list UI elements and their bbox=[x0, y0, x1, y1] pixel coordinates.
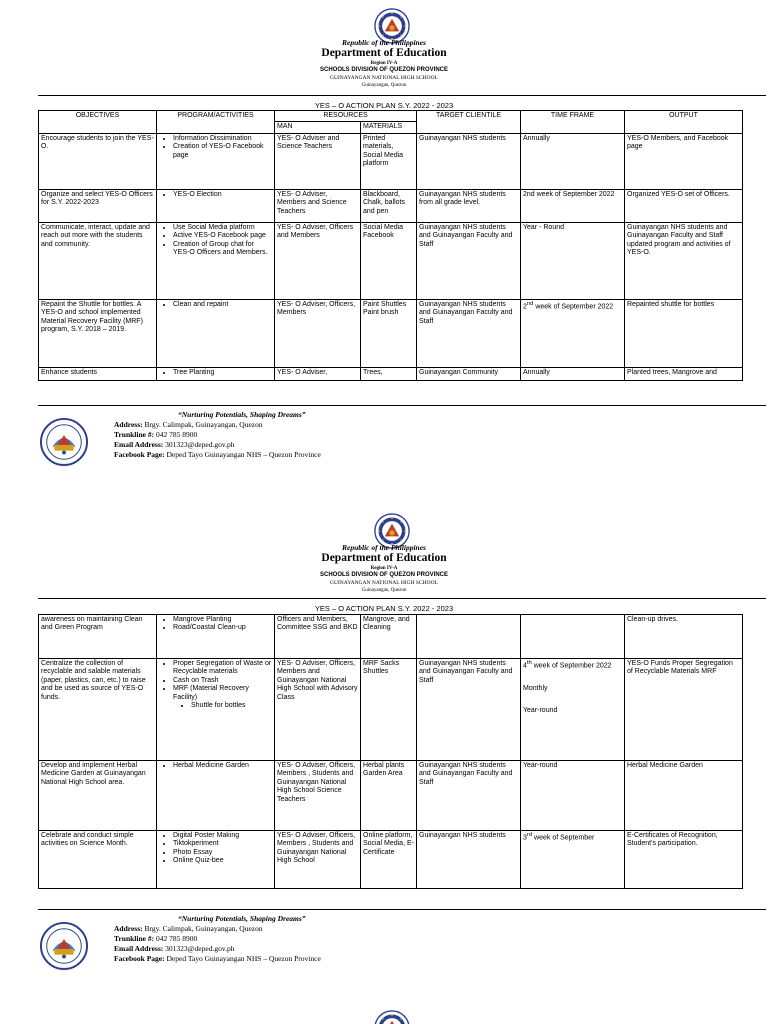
cell-objective: Communicate, interact, update and reach out more with the students and community. bbox=[39, 222, 157, 299]
school-logo-icon bbox=[40, 922, 88, 970]
republic-line: Republic of the Philippines bbox=[342, 38, 426, 47]
cell-programs bbox=[157, 761, 275, 831]
program-item: • Creation of YES-O Facebook page bbox=[173, 143, 272, 160]
time-line: Monthly bbox=[523, 684, 548, 692]
cell-objective: awareness on maintaining Clean and Green Program bbox=[39, 615, 157, 659]
cell-time: 3rd week of September bbox=[521, 831, 625, 889]
program-item: • Road/Coastal Clean-up bbox=[173, 624, 272, 632]
cell-programs bbox=[157, 299, 275, 367]
action-plan-table-2 bbox=[38, 614, 743, 889]
program-item: • Proper Segregation of Waste or Recyclable materials bbox=[173, 660, 272, 677]
program-item: • Tree Planting bbox=[173, 369, 272, 377]
cell-target: Guinayangan NHS students and Guinayangan Faculty and Staff bbox=[417, 222, 521, 299]
cell-man: YES- O Adviser, Officers, Members bbox=[275, 299, 361, 367]
program-item: • Digital Poster Making bbox=[173, 832, 272, 840]
region-line: Region IV-A bbox=[370, 61, 398, 66]
cell-man: YES- O Adviser, Members and Science Teachers bbox=[275, 189, 361, 222]
cell-objective: Centralize the collection of recyclable and salable materials (paper, plastics, can, etc.) to raise and be used as source of YES-O funds. bbox=[39, 659, 157, 761]
plan-title: YES – O ACTION PLAN S.Y. 2022 - 2023 bbox=[314, 604, 454, 613]
facebook-label: Facebook Page: bbox=[114, 954, 165, 963]
document-page-1 bbox=[0, 0, 768, 500]
cell-objective: Encourage students to join the YES-O. bbox=[39, 133, 157, 189]
footer-divider bbox=[38, 405, 766, 406]
cell-materials: Printed materials, Social Media platform bbox=[361, 133, 417, 189]
cell-objective: Develop and implement Herbal Medicine Garden at Guinayangan National High School area. bbox=[39, 761, 157, 831]
program-item: • Creation of Group chat for YES-O Officers and Members. bbox=[173, 241, 272, 258]
cell-programs bbox=[157, 659, 275, 761]
plan-title: YES – O ACTION PLAN S.Y. 2022 - 2023 bbox=[314, 101, 454, 110]
cell-objective: Organize and select YES-O Officers for S.Y. 2022-2023 bbox=[39, 189, 157, 222]
header-divider bbox=[38, 598, 766, 599]
cell-objective: Repaint the Shuttle for bottles. A YES-O and school implemented Material Recovery Facility (MRF) program, S.Y. 2018 – 2019. bbox=[39, 299, 157, 367]
table-row bbox=[39, 615, 743, 659]
email-label: Email Address: bbox=[114, 944, 164, 953]
program-item: • Use Social Media platform bbox=[173, 224, 272, 232]
header-divider bbox=[38, 95, 766, 96]
cell-objective: Enhance students bbox=[39, 367, 157, 380]
sub-program-item: • Shuttle for bottles bbox=[191, 702, 272, 710]
deped-seal-icon bbox=[374, 1010, 410, 1024]
republic-line: Republic of the Philippines bbox=[342, 543, 426, 552]
cell-man: YES- O Adviser, Officers, Members , Students and Guinayangan National High School bbox=[275, 831, 361, 889]
facebook-value: Deped Tayo Guinayangan NHS – Quezon Province bbox=[166, 450, 321, 459]
location-line: Guinayangan, Quezon bbox=[361, 588, 407, 593]
cell-man: YES- O Adviser, bbox=[275, 367, 361, 380]
school-logo-icon bbox=[40, 418, 88, 466]
col-objectives: OBJECTIVES bbox=[39, 111, 157, 134]
cell-output: Clean-up drives. bbox=[625, 615, 743, 659]
cell-programs bbox=[157, 367, 275, 380]
division-line: SCHOOLS DIVISION OF QUEZON PROVINCE bbox=[319, 67, 448, 73]
time-line: Year-round bbox=[523, 707, 558, 715]
cell-programs bbox=[157, 615, 275, 659]
program-item: • Mangrove Planting bbox=[173, 616, 272, 624]
table-row bbox=[39, 761, 743, 831]
cell-output: Organized YES-O set of Officers. bbox=[625, 189, 743, 222]
cell-output: Repainted shuttle for bottles bbox=[625, 299, 743, 367]
region-line: Region IV-A bbox=[370, 566, 398, 571]
cell-materials: Paint Shuttles Paint brush bbox=[361, 299, 417, 367]
cell-materials: Herbal plants Garden Area bbox=[361, 761, 417, 831]
cell-materials: Social Media Facebook bbox=[361, 222, 417, 299]
cell-materials: MRF Sacks Shuttles bbox=[361, 659, 417, 761]
cell-time: Annually bbox=[521, 367, 625, 380]
address-label: Address: bbox=[114, 924, 143, 933]
program-item: • Herbal Medicine Garden bbox=[173, 762, 272, 770]
cell-man: YES- O Adviser and Science Teachers bbox=[275, 133, 361, 189]
cell-target: Guinayangan NHS students bbox=[417, 133, 521, 189]
program-item-label: MRF (Material Recovery Facility) bbox=[173, 685, 249, 701]
email-value: 301323@deped.gov.ph bbox=[165, 440, 235, 449]
table-row bbox=[39, 133, 743, 189]
cell-time: Year-round bbox=[521, 761, 625, 831]
program-item: • YES-O Election bbox=[173, 191, 272, 199]
footer-divider bbox=[38, 909, 766, 910]
table-row bbox=[39, 189, 743, 222]
col-man: MAN bbox=[275, 122, 361, 133]
school-line: GUINAYANGAN NATIONAL HIGH SCHOOL bbox=[330, 580, 438, 586]
cell-time: Annually bbox=[521, 133, 625, 189]
trunkline-value: 042 785 8900 bbox=[155, 934, 198, 943]
cell-programs bbox=[157, 189, 275, 222]
cell-programs bbox=[157, 222, 275, 299]
program-item bbox=[173, 685, 272, 710]
program-item: • Clean and repaint bbox=[173, 301, 272, 309]
cell-materials: Trees, bbox=[361, 367, 417, 380]
motto: “Nurturing Potentials, Shaping Dreams” bbox=[178, 410, 306, 419]
cell-output: Guinayangan NHS students and Guinayangan Faculty and Staff updated program and activities of YES-O. bbox=[625, 222, 743, 299]
cell-target: Guinayangan NHS students bbox=[417, 831, 521, 889]
cell-output: YES-O Members, and Facebook page bbox=[625, 133, 743, 189]
cell-programs bbox=[157, 831, 275, 889]
email-label: Email Address: bbox=[114, 440, 164, 449]
facebook-value: Deped Tayo Guinayangan NHS – Quezon Province bbox=[166, 954, 321, 963]
cell-materials: Online platform, Social Media, E-Certificate bbox=[361, 831, 417, 889]
cell-output: Planted trees, Mangrove and bbox=[625, 367, 743, 380]
trunkline-value: 042 785 8900 bbox=[155, 430, 198, 439]
cell-programs bbox=[157, 133, 275, 189]
table-row bbox=[39, 299, 743, 367]
action-plan-table-1 bbox=[38, 110, 743, 381]
col-target: TARGET CLIENTILE bbox=[417, 111, 521, 134]
cell-time bbox=[521, 659, 625, 761]
col-output: OUTPUT bbox=[625, 111, 743, 134]
program-item: • Cash on Trash bbox=[173, 677, 272, 685]
department-title: Department of Education bbox=[321, 552, 447, 564]
location-line: Guinayangan, Quezon bbox=[361, 83, 407, 88]
time-line: 4th week of September 2022 bbox=[523, 660, 612, 670]
address-label: Address: bbox=[114, 420, 143, 429]
program-item: • Online Quiz-bee bbox=[173, 857, 272, 865]
cell-output: E-Certificates of Recognition, Student's participation. bbox=[625, 831, 743, 889]
program-item: • Photo Essay bbox=[173, 849, 272, 857]
program-item: • Active YES-O Facebook page bbox=[173, 232, 272, 240]
table-header-row bbox=[39, 111, 743, 122]
email-value: 301323@deped.gov.ph bbox=[165, 944, 235, 953]
contact-block bbox=[114, 420, 321, 460]
cell-materials: Blackboard, Chalk, ballots and pen bbox=[361, 189, 417, 222]
col-materials: MATERIALS bbox=[361, 122, 417, 133]
facebook-label: Facebook Page: bbox=[114, 450, 165, 459]
col-time: TIME FRAME bbox=[521, 111, 625, 134]
cell-target: Guinayangan NHS students and Guinayangan Faculty and Staff bbox=[417, 659, 521, 761]
cell-time: 2nd week of September 2022 bbox=[521, 189, 625, 222]
program-item: • Information Dissimination bbox=[173, 135, 272, 143]
program-item: • Tiktokperiment bbox=[173, 840, 272, 848]
cell-time: Year - Round bbox=[521, 222, 625, 299]
cell-materials: Mangrove, and Cleaning bbox=[361, 615, 417, 659]
cell-objective: Celebrate and conduct simple activities on Science Month. bbox=[39, 831, 157, 889]
cell-man: YES- O Adviser, Officers and Members bbox=[275, 222, 361, 299]
cell-man: Officers and Members, Committee SSG and BKD bbox=[275, 615, 361, 659]
cell-time: 2nd week of September 2022 bbox=[521, 299, 625, 367]
cell-output: Herbal Medicine Garden bbox=[625, 761, 743, 831]
cell-target: Guinayangan NHS students and Guinayangan Faculty and Staff bbox=[417, 761, 521, 831]
cell-target: Guinayangan Community bbox=[417, 367, 521, 380]
motto: “Nurturing Potentials, Shaping Dreams” bbox=[178, 914, 306, 923]
school-line: GUINAYANGAN NATIONAL HIGH SCHOOL bbox=[330, 75, 438, 81]
cell-man: YES- O Adviser, Officers, Members and Guinayangan National High School with Advisory Class bbox=[275, 659, 361, 761]
address-value: Brgy. Calimpak, Guinayangan, Quezon bbox=[144, 924, 263, 933]
cell-target: Guinayangan NHS students from all grade level. bbox=[417, 189, 521, 222]
cell-output: YES-O Funds Proper Segregation of Recyclable Materials MRF bbox=[625, 659, 743, 761]
trunkline-label: Trunkline #: bbox=[114, 430, 155, 439]
col-resources: RESOURCES bbox=[275, 111, 417, 122]
address-value: Brgy. Calimpak, Guinayangan, Quezon bbox=[144, 420, 263, 429]
division-line: SCHOOLS DIVISION OF QUEZON PROVINCE bbox=[319, 572, 448, 578]
trunkline-label: Trunkline #: bbox=[114, 934, 155, 943]
cell-time bbox=[521, 615, 625, 659]
document-page-2 bbox=[0, 505, 768, 1005]
col-programs: PROGRAM/ACTIVITIES bbox=[157, 111, 275, 134]
table-row bbox=[39, 659, 743, 761]
cell-target bbox=[417, 615, 521, 659]
cell-man: YES- O Adviser, Officers, Members , Students and Guinayangan National High School Science Teachers bbox=[275, 761, 361, 831]
cell-target: Guinayangan NHS students and Guinayangan Faculty and Staff bbox=[417, 299, 521, 367]
table-row bbox=[39, 831, 743, 889]
department-title: Department of Education bbox=[321, 47, 447, 59]
table-row bbox=[39, 367, 743, 380]
contact-block bbox=[114, 924, 321, 964]
table-row bbox=[39, 222, 743, 299]
